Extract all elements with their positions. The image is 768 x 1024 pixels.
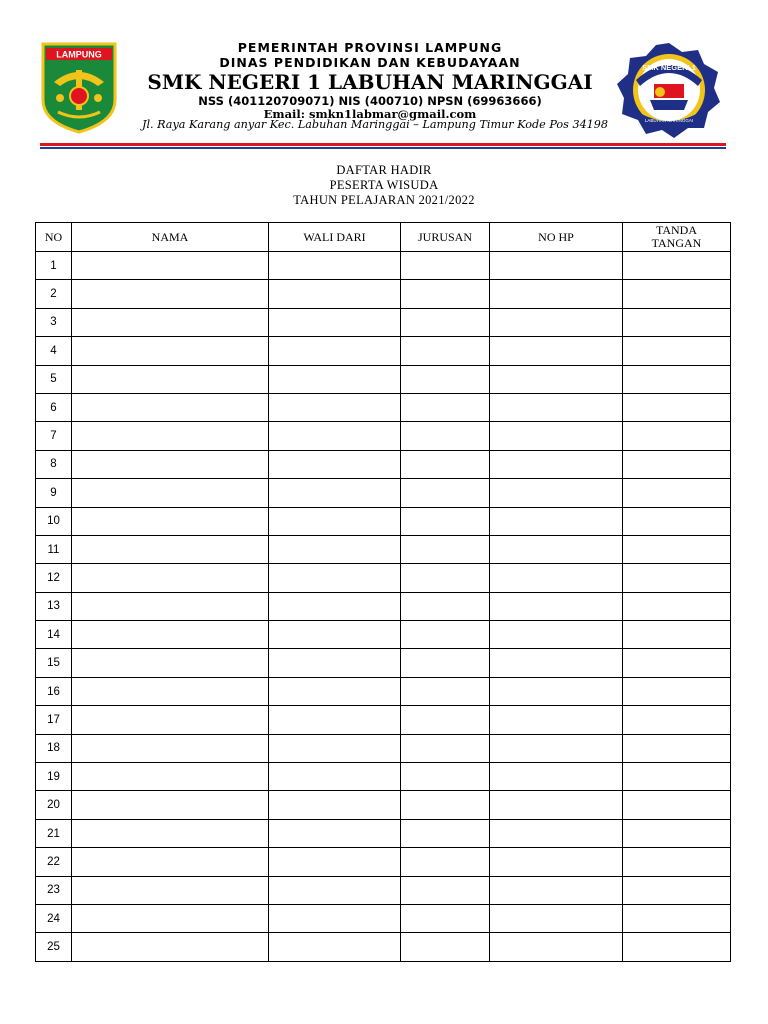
- row-number: 4: [36, 337, 72, 365]
- phone-cell[interactable]: [490, 819, 623, 847]
- jurusan-cell[interactable]: [401, 933, 490, 961]
- name-cell[interactable]: [72, 876, 269, 904]
- signature-cell[interactable]: [623, 393, 731, 421]
- signature-cell[interactable]: [623, 677, 731, 705]
- wali-cell[interactable]: [269, 876, 401, 904]
- wali-cell[interactable]: [269, 564, 401, 592]
- jurusan-cell[interactable]: [401, 535, 490, 563]
- phone-cell[interactable]: [490, 337, 623, 365]
- signature-cell[interactable]: [623, 337, 731, 365]
- row-number: 24: [36, 904, 72, 932]
- name-cell[interactable]: [72, 848, 269, 876]
- jurusan-cell[interactable]: [401, 280, 490, 308]
- jurusan-cell[interactable]: [401, 819, 490, 847]
- table-row: [36, 507, 731, 535]
- wali-cell[interactable]: [269, 763, 401, 791]
- phone-cell[interactable]: [490, 621, 623, 649]
- wali-cell[interactable]: [269, 791, 401, 819]
- col-header-nama: NAMA: [72, 223, 269, 252]
- table-row: [36, 252, 731, 280]
- lampung-crest-logo: [40, 42, 118, 134]
- wali-cell[interactable]: [269, 706, 401, 734]
- academic-year: TAHUN PELAJARAN 2021/2022: [293, 193, 475, 207]
- row-number: 9: [36, 479, 72, 507]
- jurusan-cell[interactable]: [401, 791, 490, 819]
- table-row: [36, 535, 731, 563]
- header-blue-rule: [40, 147, 726, 149]
- document-subtitle: PESERTA WISUDA: [329, 178, 439, 192]
- jurusan-cell[interactable]: [401, 677, 490, 705]
- signature-cell[interactable]: [623, 848, 731, 876]
- table-row: [36, 280, 731, 308]
- phone-cell[interactable]: [490, 479, 623, 507]
- table-row: [36, 621, 731, 649]
- row-number: 10: [36, 507, 72, 535]
- wali-cell[interactable]: [269, 621, 401, 649]
- letterhead: [0, 0, 768, 150]
- wali-cell[interactable]: [269, 422, 401, 450]
- row-number: 6: [36, 393, 72, 421]
- jurusan-cell[interactable]: [401, 592, 490, 620]
- row-number: 7: [36, 422, 72, 450]
- jurusan-cell[interactable]: [401, 649, 490, 677]
- name-cell[interactable]: [72, 308, 269, 336]
- col-header-tangan: TANGAN: [651, 236, 702, 250]
- wali-cell[interactable]: [269, 649, 401, 677]
- table-row: [36, 479, 731, 507]
- logo-right-label-top: SMK NEGERI 1: [642, 63, 696, 72]
- signature-cell[interactable]: [623, 933, 731, 961]
- table-row: [36, 393, 731, 421]
- signature-cell[interactable]: [623, 592, 731, 620]
- signature-cell[interactable]: [623, 507, 731, 535]
- logo-right-label-bottom: LABUHAN MARINGGAI: [644, 118, 694, 123]
- name-cell[interactable]: [72, 337, 269, 365]
- wali-cell[interactable]: [269, 535, 401, 563]
- school-badge-logo: [614, 40, 724, 140]
- signature-cell[interactable]: [623, 621, 731, 649]
- wali-cell[interactable]: [269, 337, 401, 365]
- table-row: [36, 337, 731, 365]
- jurusan-cell[interactable]: [401, 393, 490, 421]
- wali-cell[interactable]: [269, 933, 401, 961]
- phone-cell[interactable]: [490, 507, 623, 535]
- row-number: 21: [36, 819, 72, 847]
- signature-cell[interactable]: [623, 450, 731, 478]
- table-row: [36, 564, 731, 592]
- signature-cell[interactable]: [623, 819, 731, 847]
- row-number: 3: [36, 308, 72, 336]
- signature-cell[interactable]: [623, 365, 731, 393]
- jurusan-cell[interactable]: [401, 252, 490, 280]
- phone-cell[interactable]: [490, 365, 623, 393]
- row-number: 25: [36, 933, 72, 961]
- col-header-tanda-tangan: [623, 223, 731, 252]
- jurusan-cell[interactable]: [401, 479, 490, 507]
- jurusan-cell[interactable]: [401, 734, 490, 762]
- signature-cell[interactable]: [623, 876, 731, 904]
- wali-cell[interactable]: [269, 819, 401, 847]
- logo-left-label: LAMPUNG: [56, 49, 102, 60]
- signature-cell[interactable]: [623, 706, 731, 734]
- col-header-wali-dari: WALI DARI: [269, 223, 401, 252]
- phone-cell[interactable]: [490, 904, 623, 932]
- row-number: 13: [36, 592, 72, 620]
- name-cell[interactable]: [72, 933, 269, 961]
- table-row: [36, 677, 731, 705]
- attendance-table: [35, 222, 731, 962]
- row-number: 19: [36, 763, 72, 791]
- jurusan-cell[interactable]: [401, 450, 490, 478]
- row-number: 11: [36, 535, 72, 563]
- school-ids: NSS (401120709071) NIS (400710) NPSN (69963666): [198, 94, 542, 108]
- jurusan-cell[interactable]: [401, 365, 490, 393]
- school-name: SMK NEGERI 1 LABUHAN MARINGGAI: [147, 70, 593, 94]
- table-row: [36, 308, 731, 336]
- wali-cell[interactable]: [269, 848, 401, 876]
- wali-cell[interactable]: [269, 450, 401, 478]
- signature-cell[interactable]: [623, 280, 731, 308]
- school-email: Email: smkn1labmar@gmail.com: [263, 107, 477, 121]
- name-cell[interactable]: [72, 393, 269, 421]
- row-number: 8: [36, 450, 72, 478]
- table-row: [36, 734, 731, 762]
- jurusan-cell[interactable]: [401, 308, 490, 336]
- signature-cell[interactable]: [623, 734, 731, 762]
- name-cell[interactable]: [72, 706, 269, 734]
- name-cell[interactable]: [72, 422, 269, 450]
- phone-cell[interactable]: [490, 422, 623, 450]
- name-cell[interactable]: [72, 791, 269, 819]
- name-cell[interactable]: [72, 365, 269, 393]
- row-number: 15: [36, 649, 72, 677]
- wali-cell[interactable]: [269, 904, 401, 932]
- jurusan-cell[interactable]: [401, 422, 490, 450]
- phone-cell[interactable]: [490, 450, 623, 478]
- wali-cell[interactable]: [269, 280, 401, 308]
- phone-cell[interactable]: [490, 848, 623, 876]
- table-row: [36, 848, 731, 876]
- wali-cell[interactable]: [269, 252, 401, 280]
- document-title: DAFTAR HADIR: [336, 163, 432, 177]
- phone-cell[interactable]: [490, 308, 623, 336]
- name-cell[interactable]: [72, 904, 269, 932]
- name-cell[interactable]: [72, 252, 269, 280]
- phone-cell[interactable]: [490, 649, 623, 677]
- table-row: [36, 763, 731, 791]
- table-row: [36, 450, 731, 478]
- jurusan-cell[interactable]: [401, 507, 490, 535]
- name-cell[interactable]: [72, 564, 269, 592]
- name-cell[interactable]: [72, 479, 269, 507]
- school-address: Jl. Raya Karang anyar Kec. Labuhan Maringgai – Lampung Timur Kode Pos 34198: [141, 118, 609, 131]
- government-name: PEMERINTAH PROVINSI LAMPUNG: [237, 40, 503, 55]
- name-cell[interactable]: [72, 592, 269, 620]
- wali-cell[interactable]: [269, 479, 401, 507]
- col-header-tanda: TANDA: [655, 223, 698, 237]
- row-number: 22: [36, 848, 72, 876]
- jurusan-cell[interactable]: [401, 621, 490, 649]
- signature-cell[interactable]: [623, 904, 731, 932]
- signature-cell[interactable]: [623, 422, 731, 450]
- signature-cell[interactable]: [623, 252, 731, 280]
- phone-cell[interactable]: [490, 791, 623, 819]
- table-row: [36, 365, 731, 393]
- col-header-jurusan: JURUSAN: [401, 223, 490, 252]
- row-number: 1: [36, 252, 72, 280]
- name-cell[interactable]: [72, 535, 269, 563]
- wali-cell[interactable]: [269, 365, 401, 393]
- table-row: [36, 819, 731, 847]
- name-cell[interactable]: [72, 649, 269, 677]
- phone-cell[interactable]: [490, 763, 623, 791]
- wali-cell[interactable]: [269, 734, 401, 762]
- phone-cell[interactable]: [490, 592, 623, 620]
- table-row: [36, 904, 731, 932]
- header-red-rule: [40, 143, 726, 146]
- table-row: [36, 933, 731, 961]
- jurusan-cell[interactable]: [401, 706, 490, 734]
- name-cell[interactable]: [72, 450, 269, 478]
- jurusan-cell[interactable]: [401, 848, 490, 876]
- wali-cell[interactable]: [269, 507, 401, 535]
- phone-cell[interactable]: [490, 280, 623, 308]
- name-cell[interactable]: [72, 280, 269, 308]
- signature-cell[interactable]: [623, 479, 731, 507]
- col-header-no: NO: [36, 223, 72, 252]
- phone-cell[interactable]: [490, 734, 623, 762]
- wali-cell[interactable]: [269, 308, 401, 336]
- phone-cell[interactable]: [490, 564, 623, 592]
- row-number: 23: [36, 876, 72, 904]
- phone-cell[interactable]: [490, 677, 623, 705]
- phone-cell[interactable]: [490, 393, 623, 421]
- table-row: [36, 706, 731, 734]
- signature-cell[interactable]: [623, 308, 731, 336]
- table-row: [36, 592, 731, 620]
- jurusan-cell[interactable]: [401, 763, 490, 791]
- table-row: [36, 649, 731, 677]
- wali-cell[interactable]: [269, 592, 401, 620]
- name-cell[interactable]: [72, 677, 269, 705]
- row-number: 18: [36, 734, 72, 762]
- col-header-no-hp: NO HP: [490, 223, 623, 252]
- wali-cell[interactable]: [269, 677, 401, 705]
- table-header-row: [36, 223, 731, 252]
- table-row: [36, 876, 731, 904]
- phone-cell[interactable]: [490, 876, 623, 904]
- department-name: DINAS PENDIDIKAN DAN KEBUDAYAAN: [219, 55, 521, 70]
- row-number: 5: [36, 365, 72, 393]
- jurusan-cell[interactable]: [401, 337, 490, 365]
- table-row: [36, 791, 731, 819]
- jurusan-cell[interactable]: [401, 564, 490, 592]
- row-number: 2: [36, 280, 72, 308]
- wali-cell[interactable]: [269, 393, 401, 421]
- jurusan-cell[interactable]: [401, 876, 490, 904]
- phone-cell[interactable]: [490, 535, 623, 563]
- row-number: 17: [36, 706, 72, 734]
- phone-cell[interactable]: [490, 706, 623, 734]
- name-cell[interactable]: [72, 819, 269, 847]
- phone-cell[interactable]: [490, 933, 623, 961]
- jurusan-cell[interactable]: [401, 904, 490, 932]
- row-number: 16: [36, 677, 72, 705]
- signature-cell[interactable]: [623, 535, 731, 563]
- signature-cell[interactable]: [623, 564, 731, 592]
- signature-cell[interactable]: [623, 791, 731, 819]
- signature-cell[interactable]: [623, 763, 731, 791]
- table-row: [36, 422, 731, 450]
- name-cell[interactable]: [72, 734, 269, 762]
- name-cell[interactable]: [72, 507, 269, 535]
- row-number: 20: [36, 791, 72, 819]
- name-cell[interactable]: [72, 763, 269, 791]
- phone-cell[interactable]: [490, 252, 623, 280]
- signature-cell[interactable]: [623, 649, 731, 677]
- name-cell[interactable]: [72, 621, 269, 649]
- row-number: 12: [36, 564, 72, 592]
- row-number: 14: [36, 621, 72, 649]
